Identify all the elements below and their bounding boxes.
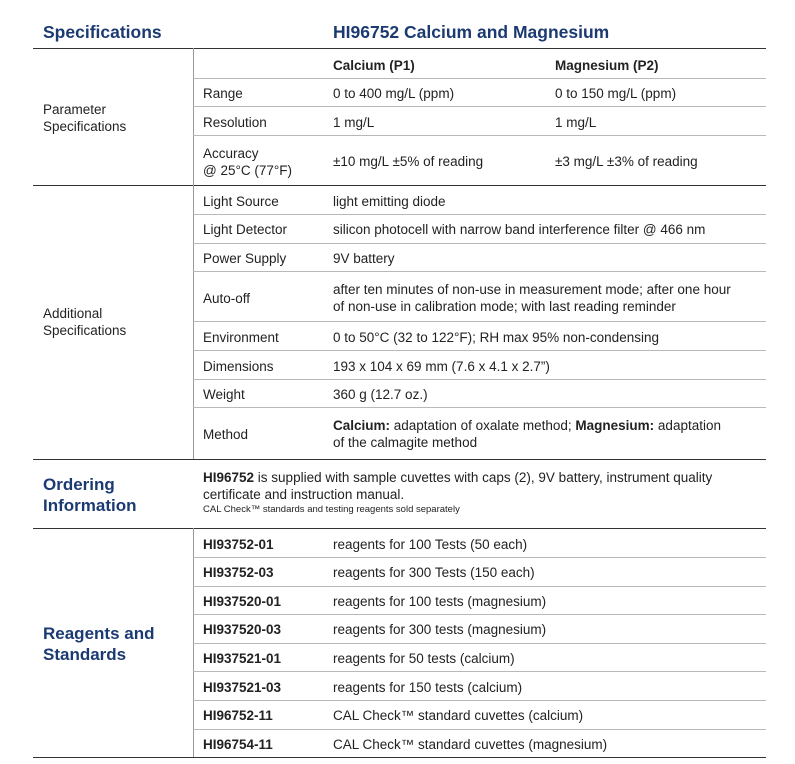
row-divider	[193, 407, 766, 408]
row-divider	[193, 700, 766, 701]
row-value: 9V battery	[333, 251, 395, 266]
row-divider	[193, 671, 766, 672]
ordering-line: certificate and instruction manual.	[203, 487, 405, 502]
ordering-text	[203, 469, 712, 517]
value-line: after ten minutes of non-use in measurement mode; after one hour	[333, 282, 731, 297]
magnesium-term: Magnesium:	[575, 418, 655, 433]
row-divider	[193, 643, 766, 644]
reagent-code: HI937520-01	[203, 594, 282, 609]
label-line: Information	[43, 496, 137, 515]
row-divider	[193, 321, 766, 322]
row-divider	[193, 243, 766, 244]
reagent-code: HI937520-03	[203, 622, 282, 637]
row-divider	[193, 557, 766, 558]
row-divider	[193, 106, 766, 107]
method-text: adaptation	[654, 418, 721, 433]
product-title: HI96752 Calcium and Magnesium	[333, 22, 610, 42]
section-label-parameter	[43, 101, 126, 135]
row-name: Light Source	[203, 194, 279, 209]
label-line: Standards	[43, 645, 127, 664]
label-line: Additional	[43, 306, 103, 321]
ordering-note: CAL Check™ standards and testing reagents sold separately	[203, 504, 460, 515]
reagent-desc: reagents for 300 Tests (150 each)	[333, 565, 535, 580]
row-name-line: @ 25°C (77°F)	[203, 163, 293, 178]
reagent-code: HI937521-01	[203, 651, 282, 666]
label-line: Specifications	[43, 323, 127, 338]
calcium-value: 0 to 400 mg/L (ppm)	[333, 86, 455, 101]
row-value: 193 x 104 x 69 mm (7.6 x 4.1 x 2.7”)	[333, 359, 550, 374]
row-divider	[193, 350, 766, 351]
magnesium-value: ±3 mg/L ±3% of reading	[555, 154, 698, 169]
row-value: 360 g (12.7 oz.)	[333, 387, 428, 402]
row-value: 0 to 50°C (32 to 122°F); RH max 95% non-condensing	[333, 330, 659, 345]
row-divider	[193, 135, 766, 136]
row-name	[203, 145, 292, 179]
row-divider	[193, 729, 766, 730]
value-line: of the calmagite method	[333, 435, 478, 450]
section-label-ordering	[43, 474, 137, 516]
calcium-value: 1 mg/L	[333, 115, 375, 130]
row-divider	[193, 271, 766, 272]
product-code: HI96752	[203, 470, 255, 485]
row-name: Auto-off	[203, 291, 251, 306]
magnesium-value: 1 mg/L	[555, 115, 597, 130]
section-label-additional	[43, 305, 126, 339]
reagent-code: HI937521-03	[203, 680, 282, 695]
value-line: of non-use in calibration mode; with last reading reminder	[333, 299, 676, 314]
reagent-desc: reagents for 300 tests (magnesium)	[333, 622, 547, 637]
reagent-desc: CAL Check™ standard cuvettes (calcium)	[333, 708, 584, 723]
row-value	[333, 281, 731, 315]
value-line	[333, 417, 721, 434]
divider	[33, 48, 766, 49]
divider	[33, 185, 766, 186]
reagent-code: HI93752-01	[203, 537, 274, 552]
row-value	[333, 417, 721, 451]
method-text: adaptation of oxalate method;	[390, 418, 576, 433]
calcium-term: Calcium:	[333, 418, 391, 433]
reagent-desc: reagents for 100 tests (magnesium)	[333, 594, 547, 609]
magnesium-value: 0 to 150 mg/L (ppm)	[555, 86, 677, 101]
column-header-calcium: Calcium (P1)	[333, 58, 415, 73]
row-name-line: Accuracy	[203, 146, 259, 161]
divider	[33, 757, 766, 758]
column-divider	[193, 48, 194, 459]
calcium-value: ±10 mg/L ±5% of reading	[333, 154, 484, 169]
row-divider	[193, 586, 766, 587]
reagent-code: HI93752-03	[203, 565, 274, 580]
row-value: light emitting diode	[333, 194, 446, 209]
row-name: Resolution	[203, 115, 267, 130]
divider	[33, 528, 766, 529]
reagent-desc: CAL Check™ standard cuvettes (magnesium)	[333, 737, 608, 752]
row-name: Range	[203, 86, 243, 101]
row-divider	[193, 379, 766, 380]
section-label-reagents	[43, 623, 154, 665]
column-header-magnesium: Magnesium (P2)	[555, 58, 659, 73]
divider	[33, 459, 766, 460]
row-divider	[193, 214, 766, 215]
row-name: Dimensions	[203, 359, 274, 374]
row-divider	[193, 614, 766, 615]
row-name: Environment	[203, 330, 279, 345]
label-line: Ordering	[43, 475, 115, 494]
specifications-heading: Specifications	[43, 22, 162, 42]
label-line: Reagents and	[43, 624, 155, 643]
ordering-line-text: is supplied with sample cuvettes with caps (2), 9V battery, instrument quality	[254, 470, 713, 485]
row-name: Weight	[203, 387, 245, 402]
reagent-desc: reagents for 50 tests (calcium)	[333, 651, 515, 666]
label-line: Specifications	[43, 119, 127, 134]
reagent-code: HI96752-11	[203, 708, 273, 723]
row-name: Method	[203, 427, 249, 442]
row-divider	[193, 78, 766, 79]
row-value: silicon photocell with narrow band interference filter @ 466 nm	[333, 222, 706, 237]
row-name: Power Supply	[203, 251, 287, 266]
reagent-code: HI96754-11	[203, 737, 273, 752]
row-name: Light Detector	[203, 222, 288, 237]
ordering-line	[203, 469, 712, 486]
label-line: Parameter	[43, 102, 107, 117]
reagent-desc: reagents for 100 Tests (50 each)	[333, 537, 528, 552]
reagent-desc: reagents for 150 tests (calcium)	[333, 680, 523, 695]
